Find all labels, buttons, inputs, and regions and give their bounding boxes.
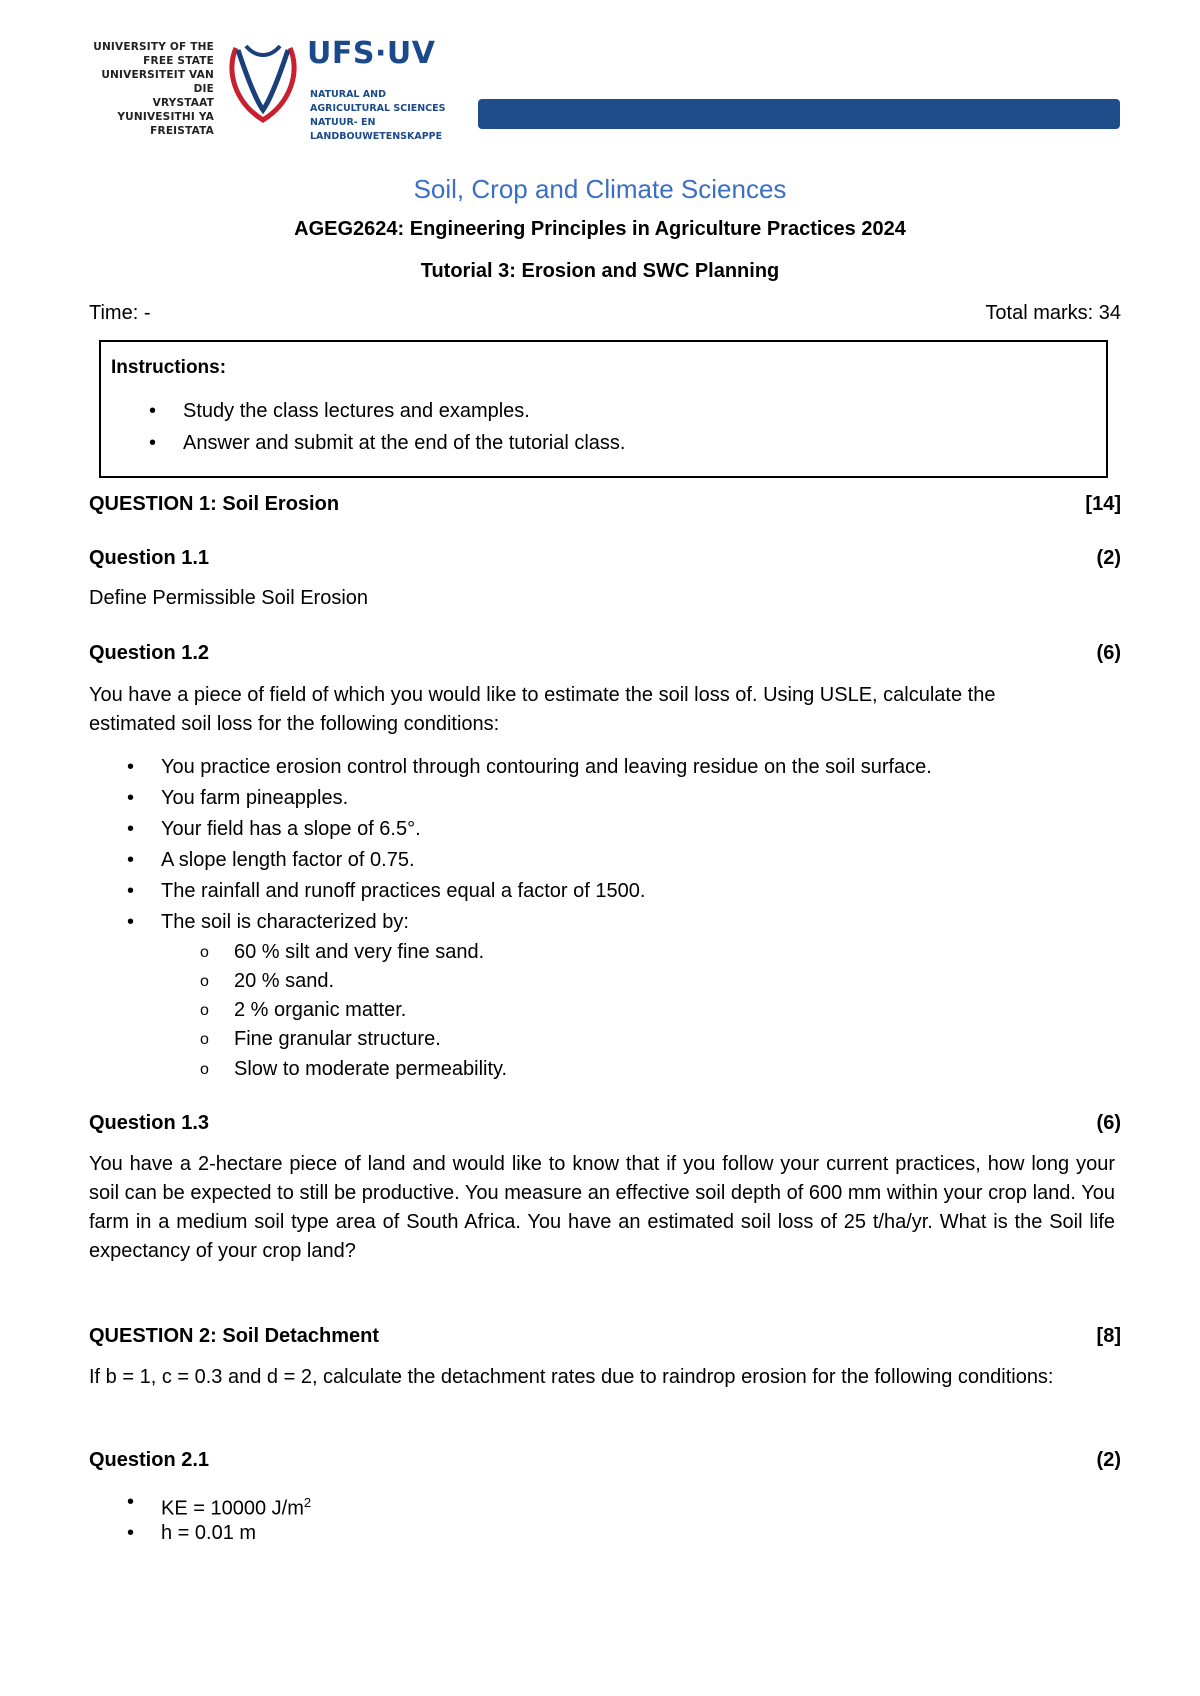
department-title: Soil, Crop and Climate Sciences [413,174,787,204]
list-item: • KE = 10000 $J/m^2$ [161,1488,311,1524]
ufs-emblem-icon [226,40,300,126]
list-item: • The soil is characterized by: [161,908,409,937]
question-2-1-header: Question 2.1 (2) [89,1449,1121,1471]
time-label: Time: - [89,302,151,324]
list-item: • The rainfall and runoff practices equal a factor of 1500. [161,877,645,906]
question-1-3-header: Question 1.3 (6) [89,1112,1121,1134]
question-1-1-header: Question 1.1 (2) [89,547,1121,569]
sub-list-item: o 20 % sand. [234,967,334,996]
question-1-2-text: You have a piece of field of which you would like to estimate the soil loss of. Using USLE, calculate the estimated soil loss for the following conditions: [89,684,996,735]
header-blue-bar [478,99,1120,129]
question-1-header: QUESTION 1: Soil Erosion [14] [89,493,1121,515]
course-title: AGEG2624: Engineering Principles in Agriculture Practices 2024 [294,218,906,240]
sub-list-item: o Slow to moderate permeability. [234,1055,507,1084]
sub-list-item: o 2 % organic matter. [234,996,406,1025]
question-2-text: If b = 1, c = 0.3 and d = 2, calculate the detachment rates due to raindrop erosion for the following conditions: [89,1366,1054,1388]
university-name-logo: UNIVERSITY OF THE FREE STATE UNIVERSITEIT VAN DIE VRYSTAAT YUNIVESITHI YA FREISTATA [93,41,214,137]
question-2-header: QUESTION 2: Soil Detachment [8] [89,1325,1121,1347]
list-item: • You farm pineapples. [161,784,348,813]
ufs-brand: UFS·UV [307,36,436,71]
instructions-heading: Instructions: [111,357,227,378]
meta-row [89,302,1121,325]
faculty-name: NATURAL AND AGRICULTURAL SCIENCES NATUUR- EN LANDBOUWETENSKAPPE [310,89,446,142]
list-item: • A slope length factor of 0.75. [161,846,415,875]
question-1-2-header: Question 1.2 (6) [89,642,1121,664]
question-1-1-text: Define Permissible Soil Erosion [89,587,369,609]
sub-list-item: o Fine granular structure. [234,1025,441,1054]
list-item: • Your field has a slope of 6.5°. [161,815,421,844]
list-item: • h = 0.01 m [161,1519,256,1548]
question-1-3-text: You have a 2-hectare piece of land and would like to know that if you follow your current practices, how long your soil can be expected to still be productive. You measure an effective soil depth of 600 mm within your crop land. You farm in a medium soil type area of South Africa. You have an estimated soil loss of 25 t/ha/yr. What is the Soil life expectancy of your crop land? [89,1153,1115,1262]
list-item: • You practice erosion control through contouring and leaving residue on the soil surface. [161,753,932,782]
sub-list-item: o 60 % silt and very fine sand. [234,938,484,967]
tutorial-title: Tutorial 3: Erosion and SWC Planning [420,260,780,282]
instruction-item: • Study the class lectures and examples. [183,397,530,426]
total-marks: Total marks: 34 [985,302,1121,324]
instruction-item: • Answer and submit at the end of the tutorial class. [183,429,625,458]
